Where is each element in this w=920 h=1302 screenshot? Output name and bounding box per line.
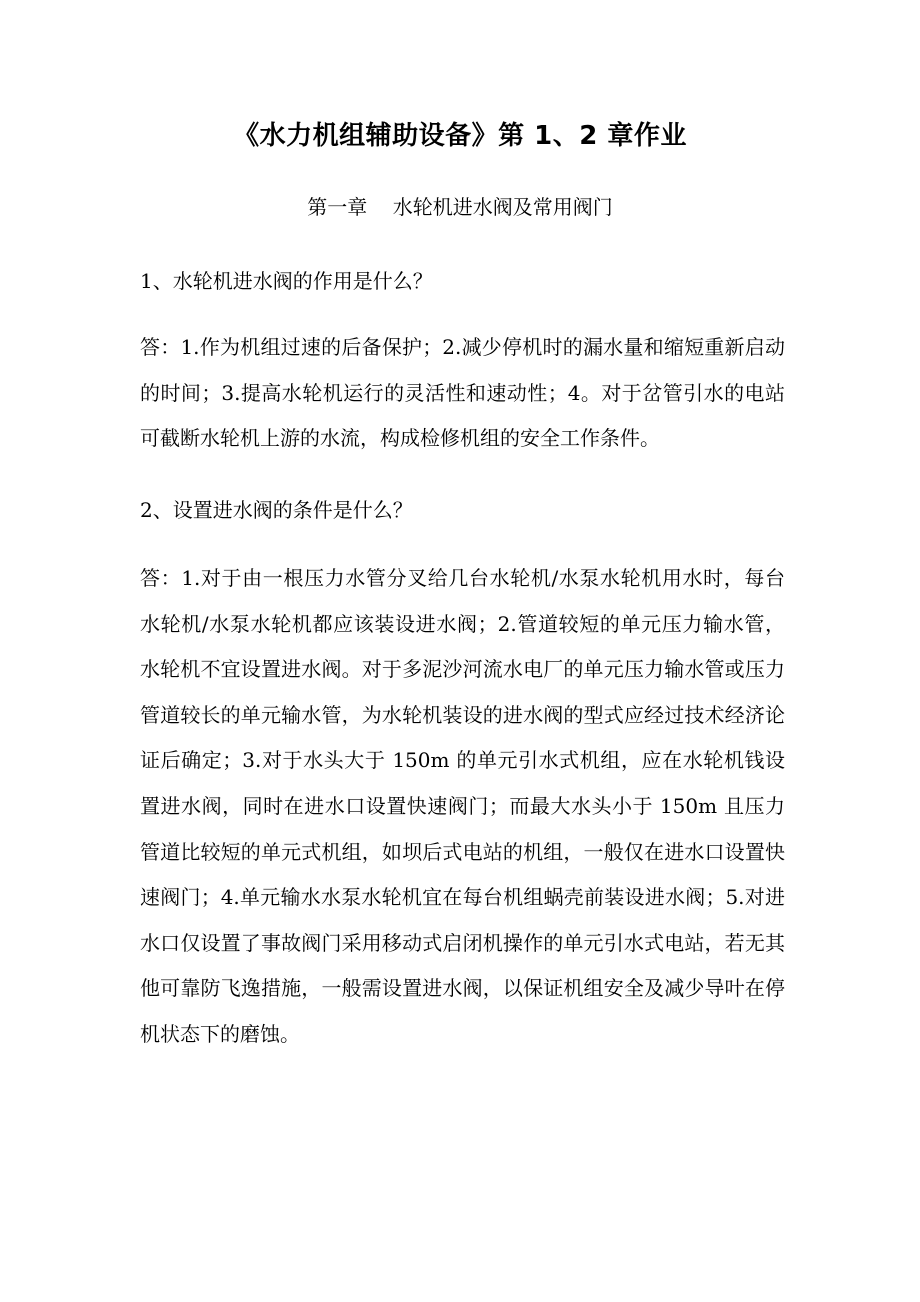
question-2: 2、设置进水阀的条件是什么？ (140, 498, 413, 522)
document-title: 《水力机组辅助设备》第 1、2 章作业 (233, 121, 687, 151)
question-1: 1、水轮机进水阀的作用是什么？ (140, 269, 433, 293)
answer-2: 答：1.对于由一根压力水管分叉给几台水轮机/水泵水轮机用水时，每台水轮机/水泵水轮机都应该装设进水阀；2.管道较短的单元压力输水管，水轮机不宜设置进水阀。对于多泥沙河流水电厂的单元压力输水管或压力管道较长的单元输水管，为水轮机装设的进水阀的型式应经过技术经济论证后确定；3.对于水头大于 150m 的单元引水式机组，应在水轮机钱设置进水阀，同时在进水口设置快速阀门；而最大水头小于 150m 且压力管道比较短的单元式机组，如坝后式电站的机组，一般仅在进水口设置快速阀门；4.单元输水水泵水轮机宜在每台机组蜗壳前装设进水阀；5.对进水口仅设置了事故阀门采用移动式启闭机操作的单元引水式电站，若无其他可靠防飞逸措施，一般需设置进水阀，以保证机组安全及减少导叶在停机状态下的磨蚀。 (140, 566, 785, 1046)
chapter-heading: 第一章 水轮机进水阀及常用阀门 (307, 195, 613, 219)
answer-1: 答：1.作为机组过速的后备保护；2.减少停机时的漏水量和缩短重新启动的时间；3.提高水轮机运行的灵活性和速动性；4。对于岔管引水的电站可截断水轮机上游的水流，构成检修机组的安全工作条件。 (140, 335, 785, 451)
